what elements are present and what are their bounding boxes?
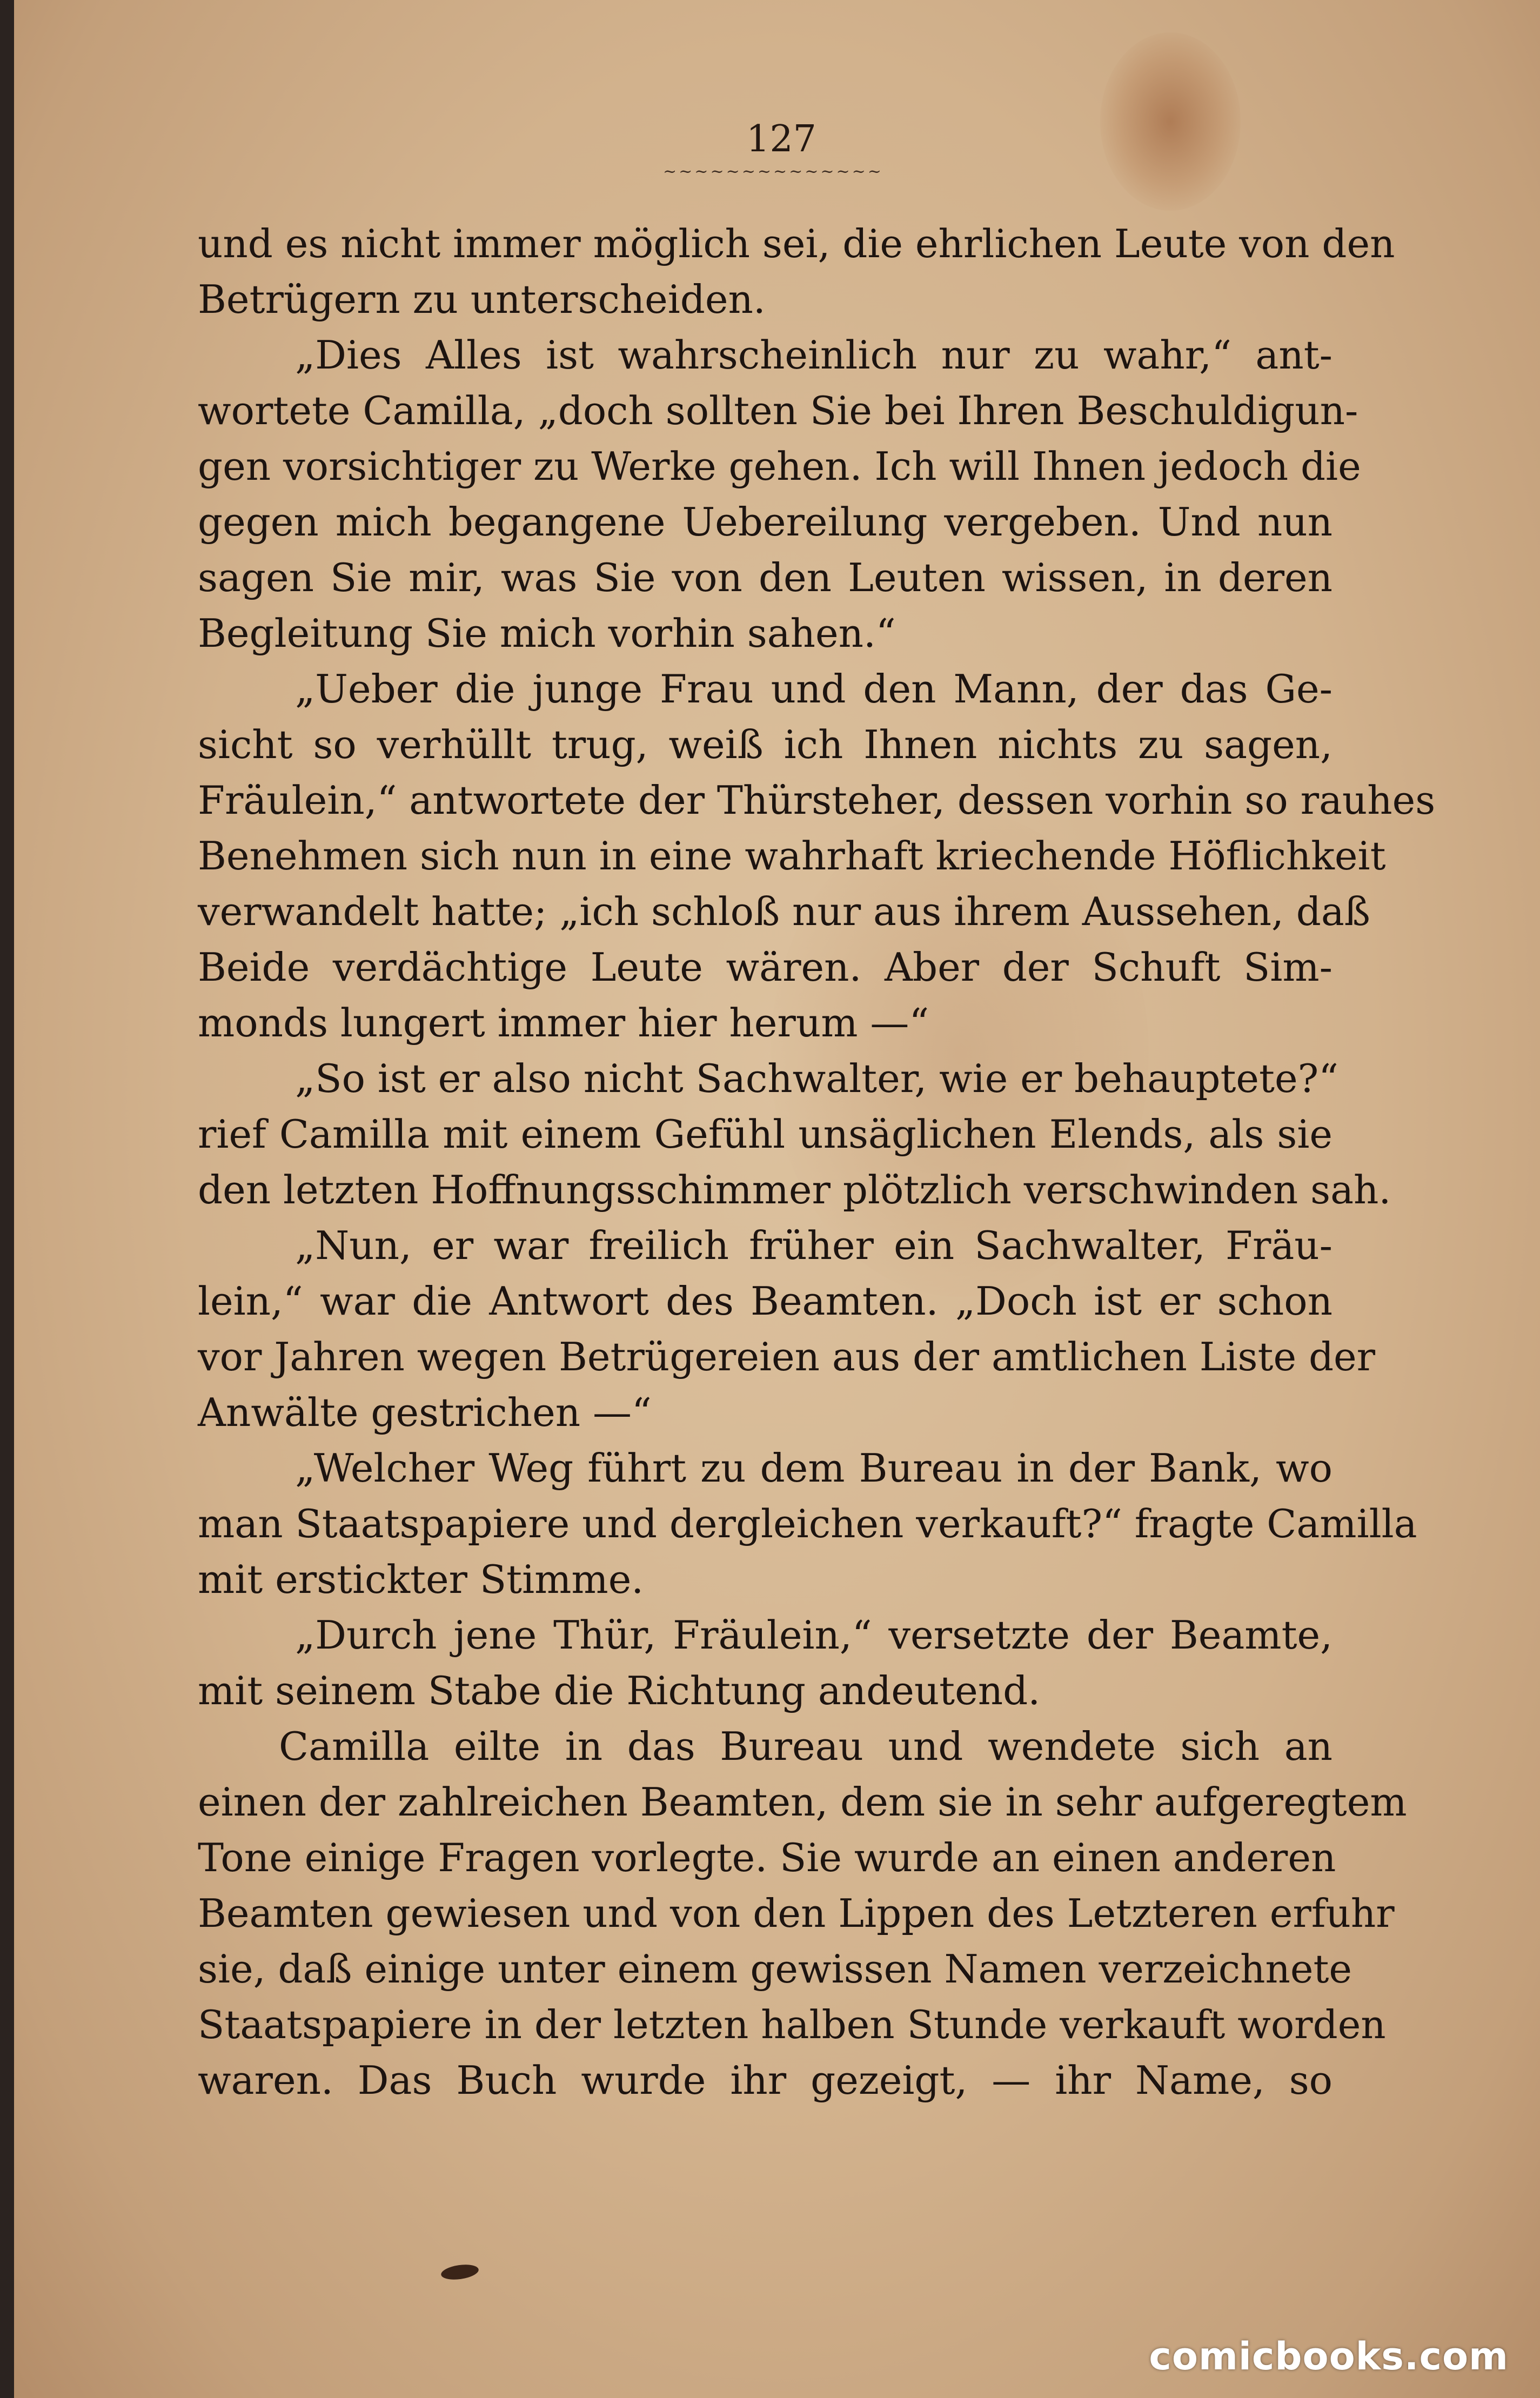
- text-line: Staatspapiere in der letzten halben Stunde verkauft worden: [198, 2002, 1386, 2047]
- text-line: monds lungert immer hier herum —“: [198, 1000, 929, 1046]
- text-line: gegen mich begangene Uebereilung vergeben. Und nun: [198, 499, 1333, 545]
- watermark-logo: comicbooks.com: [1149, 2334, 1509, 2379]
- text-line: Tone einige Fragen vorlegte. Sie wurde an einen anderen: [198, 1835, 1336, 1880]
- text-line: Betrügern zu unterscheiden.: [198, 277, 766, 322]
- text-line: lein,“ war die Antwort des Beamten. „Doch ist er schon: [198, 1278, 1333, 1324]
- text-line: und es nicht immer möglich sei, die ehrlichen Leute von den: [198, 221, 1395, 266]
- page-number-ornament: ~~~~~~~~~~~~~~: [663, 162, 883, 181]
- text-line: Anwälte gestrichen —“: [198, 1390, 652, 1435]
- page-number: 127: [746, 118, 816, 160]
- text-line: „Dies Alles ist wahrscheinlich nur zu wahr,“ ant-: [295, 332, 1333, 378]
- text-line: verwandelt hatte; „ich schloß nur aus ihrem Aussehen, daß: [198, 889, 1370, 934]
- text-line: mit seinem Stabe die Richtung andeutend.: [198, 1668, 1041, 1713]
- text-line: mit erstickter Stimme.: [198, 1557, 644, 1602]
- stain-top-right: [1100, 32, 1241, 211]
- text-line: Benehmen sich nun in eine wahrhaft kriechende Höflichkeit: [198, 833, 1386, 879]
- text-line: „Ueber die junge Frau und den Mann, der das Ge-: [295, 666, 1333, 712]
- text-line: „Welcher Weg führt zu dem Bureau in der Bank, wo: [295, 1445, 1333, 1491]
- text-line: sagen Sie mir, was Sie von den Leuten wissen, in deren: [198, 555, 1333, 600]
- text-line: den letzten Hoffnungsschimmer plötzlich verschwinden sah.: [198, 1167, 1391, 1213]
- text-line: gen vorsichtiger zu Werke gehen. Ich will Ihnen jedoch die: [198, 444, 1361, 489]
- text-line: Beide verdächtige Leute wären. Aber der Schuft Sim-: [198, 945, 1333, 990]
- text-line: Camilla eilte in das Bureau und wendete sich an: [279, 1724, 1333, 1769]
- book-page: [14, 0, 1540, 2398]
- text-line: Beamten gewiesen und von den Lippen des Letzteren erfuhr: [198, 1891, 1395, 1936]
- ink-blot: [440, 2262, 480, 2281]
- text-line: man Staatspapiere und dergleichen verkauft?“ fragte Camilla: [198, 1501, 1417, 1546]
- text-line: rief Camilla mit einem Gefühl unsäglichen Elends, als sie: [198, 1111, 1333, 1157]
- text-line: Begleitung Sie mich vorhin sahen.“: [198, 611, 896, 656]
- text-line: „So ist er also nicht Sachwalter, wie er behauptete?“: [295, 1056, 1338, 1101]
- text-line: vor Jahren wegen Betrügereien aus der amtlichen Liste der: [198, 1334, 1376, 1379]
- text-line: wortete Camilla, „doch sollten Sie bei Ihren Beschuldigun-: [198, 388, 1358, 433]
- text-line: „Durch jene Thür, Fräulein,“ versetzte der Beamte,: [295, 1612, 1333, 1658]
- text-line: Fräulein,“ antwortete der Thürsteher, dessen vorhin so rauhes: [198, 778, 1436, 823]
- text-line: sicht so verhüllt trug, weiß ich Ihnen nichts zu sagen,: [198, 722, 1333, 767]
- text-line: „Nun, er war freilich früher ein Sachwalter, Fräu-: [295, 1223, 1333, 1268]
- text-line: einen der zahlreichen Beamten, dem sie in sehr aufgeregtem: [198, 1779, 1407, 1825]
- text-body: [198, 216, 1436, 2108]
- text-line: sie, daß einige unter einem gewissen Namen verzeichnete: [198, 1946, 1352, 1992]
- text-line: waren. Das Buch wurde ihr gezeigt, — ihr Name, so: [198, 2058, 1333, 2103]
